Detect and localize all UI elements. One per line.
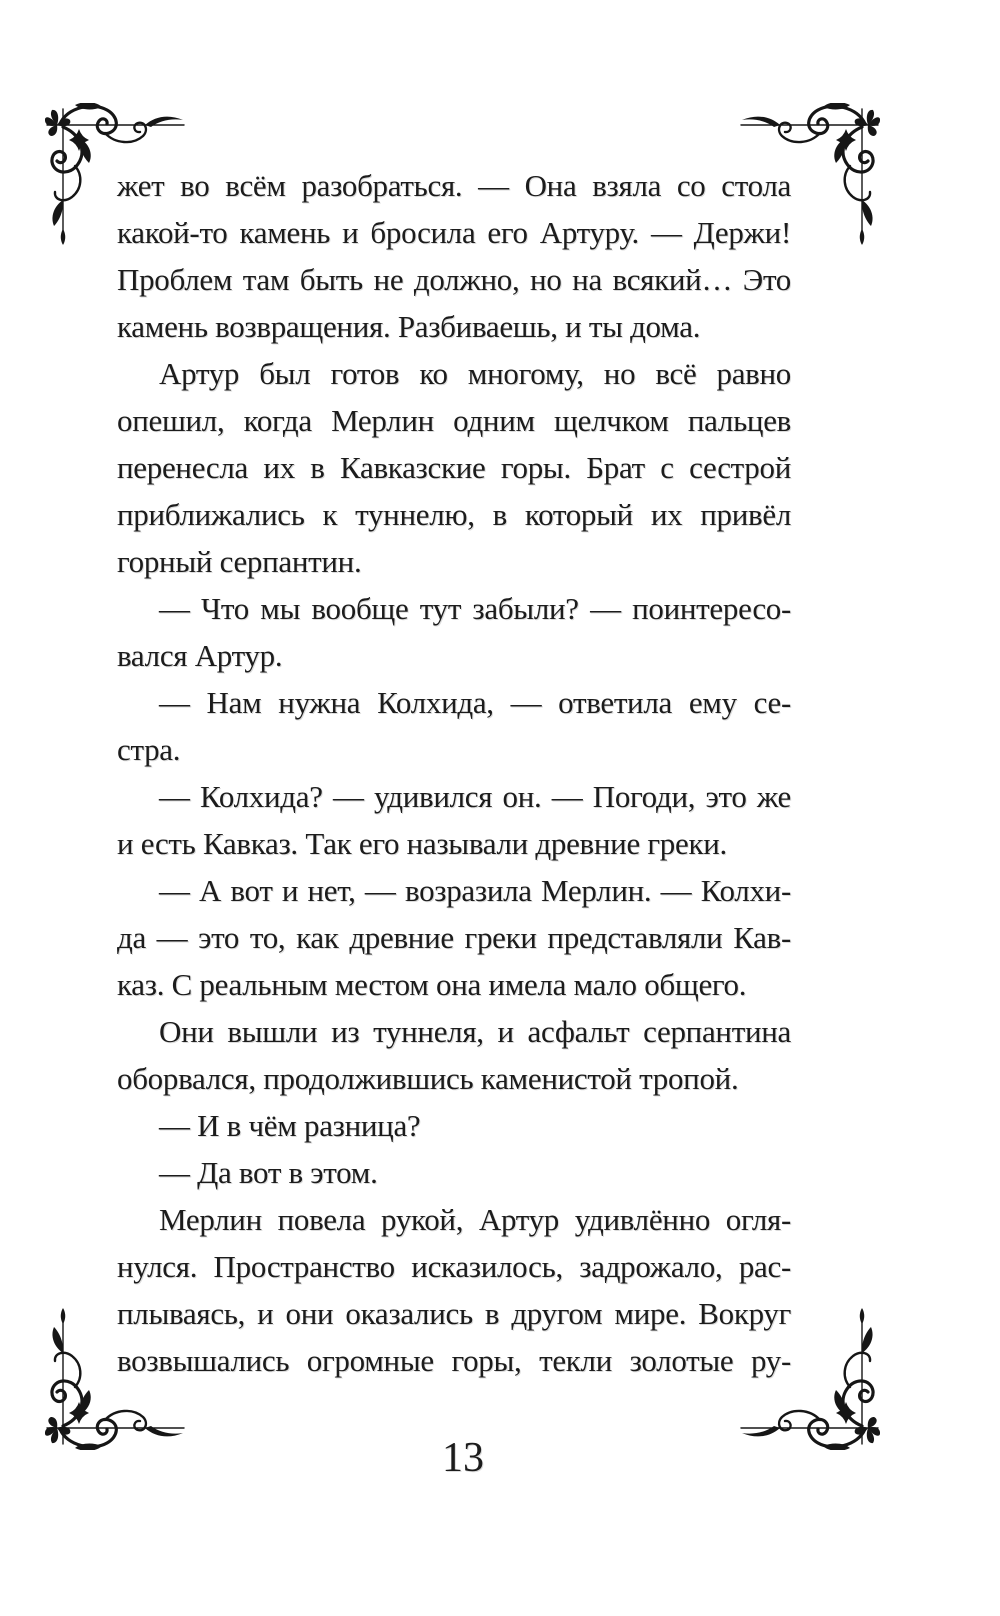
text-line: вался Артур.: [117, 638, 283, 673]
text-line: Они вышли из туннеля, и асфальт серпантина: [159, 1014, 791, 1049]
text-line: возвышались огромные горы, текли золотые ру-: [117, 1343, 791, 1378]
text-line: стра.: [117, 732, 181, 767]
text-line: нулся. Пространство исказилось, задрожало, рас-: [117, 1249, 791, 1284]
text-line: — Что мы вообще тут забыли? — поинтересо-: [159, 591, 791, 626]
page-text: [117, 162, 791, 1384]
text-line: приближались к туннелю, в который их привёл: [117, 497, 791, 532]
text-line: плываясь, и они оказались в другом мире. Вокруг: [117, 1296, 791, 1331]
text-line: и есть Кавказ. Так его называли древние греки.: [117, 826, 727, 861]
text-line: оборвался, продолжившись каменистой тропой.: [117, 1061, 739, 1096]
text-line: Артур был готов ко многому, но всё равно: [159, 356, 791, 391]
text-line: жет во всём разобраться. — Она взяла со стола: [117, 168, 791, 203]
text-line: какой-то камень и бросила его Артуру. — Держи!: [117, 215, 791, 250]
text-line: опешил, когда Мерлин одним щелчком пальцев: [117, 403, 791, 438]
text-line: Мерлин повела рукой, Артур удивлённо огля-: [159, 1202, 791, 1237]
text-line: — И в чём разница?: [159, 1108, 421, 1143]
text-line: камень возвращения. Разбиваешь, и ты дома.: [117, 309, 701, 344]
text-line: перенесла их в Кавказские горы. Брат с сестрой: [117, 450, 791, 485]
text-line: — Да вот в этом.: [159, 1155, 378, 1190]
page-number: 13: [442, 1435, 484, 1481]
text-line: каз. С реальным местом она имела мало общего.: [117, 967, 747, 1002]
text-line: — А вот и нет, — возразила Мерлин. — Колхи-: [159, 873, 791, 908]
text-line: — Нам нужна Колхида, — ответила ему се-: [159, 685, 791, 720]
text-line: горный серпантин.: [117, 544, 362, 579]
text-line: — Колхида? — удивился он. — Погоди, это же: [159, 779, 791, 814]
text-line: Проблем там быть не должно, но на всякий… Это: [117, 262, 791, 297]
text-line: да — это то, как древние греки представляли Кав-: [117, 920, 791, 955]
